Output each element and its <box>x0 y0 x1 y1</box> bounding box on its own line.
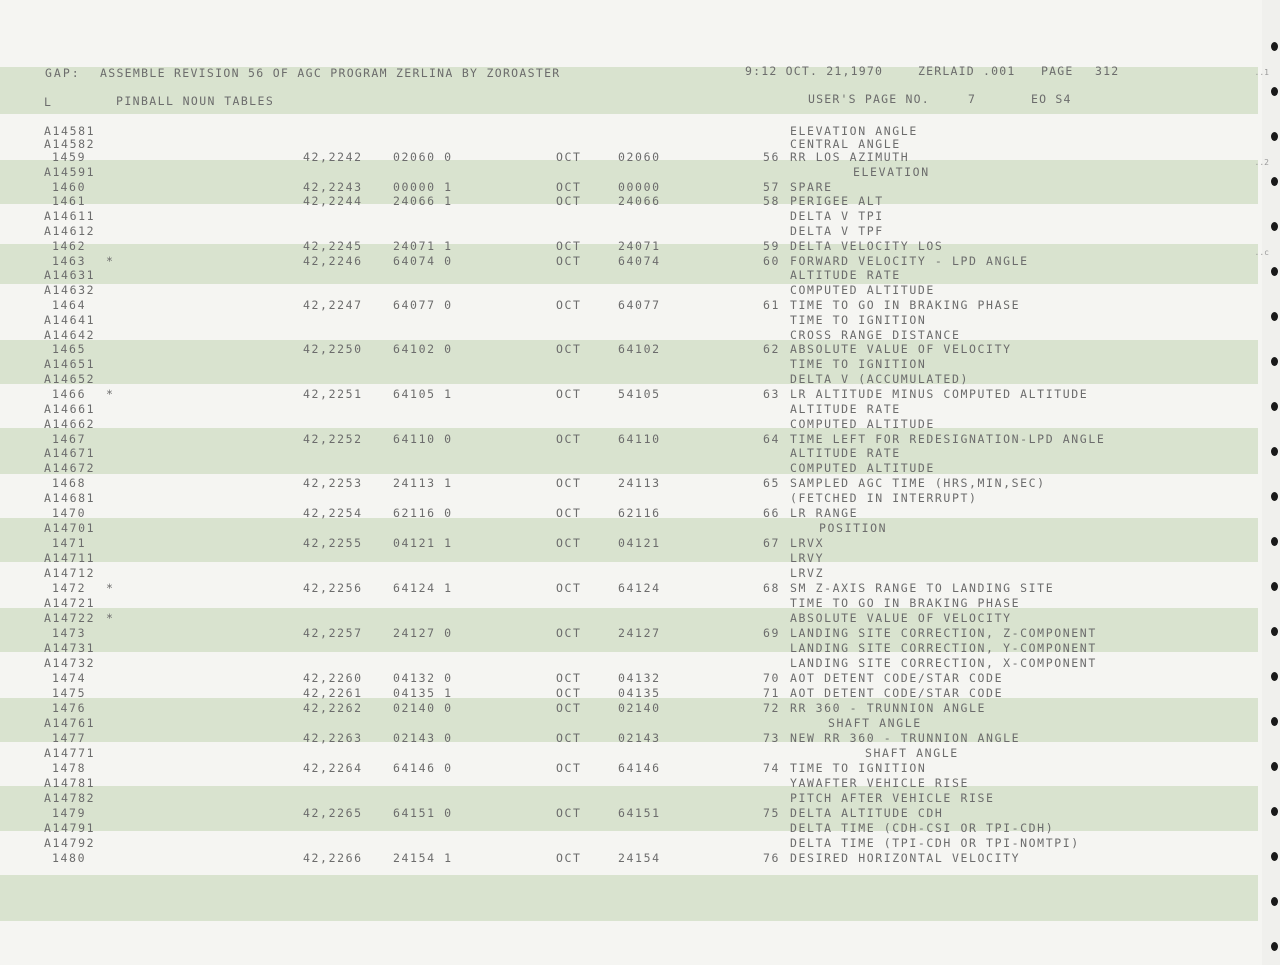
oct-operand: 24113 <box>618 476 661 490</box>
noun-number: 60 <box>763 254 781 268</box>
octal-word: 24066 1 <box>393 194 453 208</box>
bank-address: 42,2255 <box>303 536 363 550</box>
change-star: * <box>106 611 115 625</box>
oct-operand: 00000 <box>618 180 661 194</box>
oct-mnemonic: OCT <box>556 686 582 700</box>
bank-address: 42,2256 <box>303 581 363 595</box>
bank-address: 42,2252 <box>303 432 363 446</box>
octal-word: 62116 0 <box>393 506 453 520</box>
octal-word: 02060 0 <box>393 150 453 164</box>
oct-mnemonic: OCT <box>556 150 582 164</box>
noun-description: TIME LEFT FOR REDESIGNATION-LPD ANGLE <box>790 432 1106 446</box>
noun-number: 68 <box>763 581 781 595</box>
page-label: PAGE <box>1041 64 1074 78</box>
line-label: A14671 <box>44 446 96 460</box>
noun-description: YAWAFTER VEHICLE RISE <box>790 776 969 790</box>
noun-description: SPARE <box>790 180 833 194</box>
line-label: A14641 <box>44 313 96 327</box>
noun-description: NEW RR 360 - TRUNNION ANGLE <box>790 731 1021 745</box>
noun-description: AOT DETENT CODE/STAR CODE <box>790 686 1004 700</box>
oct-mnemonic: OCT <box>556 731 582 745</box>
bank-address: 42,2251 <box>303 387 363 401</box>
oct-mnemonic: OCT <box>556 581 582 595</box>
noun-number: 57 <box>763 180 781 194</box>
noun-description: FORWARD VELOCITY - LPD ANGLE <box>790 254 1029 268</box>
noun-number: 73 <box>763 731 781 745</box>
oct-operand: 02060 <box>618 150 661 164</box>
bank-address: 42,2257 <box>303 626 363 640</box>
noun-description: LR ALTITUDE MINUS COMPUTED ALTITUDE <box>790 387 1089 401</box>
noun-description: DELTA V (ACCUMULATED) <box>790 372 969 386</box>
line-label: 1467 <box>52 432 87 446</box>
tractor-feed-margin <box>1262 0 1280 965</box>
bank-address: 42,2261 <box>303 686 363 700</box>
octal-word: 00000 1 <box>393 180 453 194</box>
line-label: A14632 <box>44 283 96 297</box>
oct-mnemonic: OCT <box>556 239 582 253</box>
noun-description: ABSOLUTE VALUE OF VELOCITY <box>790 611 1012 625</box>
noun-description: PERIGEE ALT <box>790 194 884 208</box>
line-label: 1463 <box>52 254 87 268</box>
line-label: 1461 <box>52 194 87 208</box>
oct-mnemonic: OCT <box>556 432 582 446</box>
noun-description: TIME TO IGNITION <box>790 313 927 327</box>
oct-operand: 04132 <box>618 671 661 685</box>
bank-address: 42,2242 <box>303 150 363 164</box>
noun-number: 56 <box>763 150 781 164</box>
margin-mark: ..c <box>1254 248 1269 257</box>
noun-description: ALTITUDE RATE <box>790 402 901 416</box>
line-label: 1475 <box>52 686 87 700</box>
oct-operand: 04135 <box>618 686 661 700</box>
oct-operand: 04121 <box>618 536 661 550</box>
page-number: 312 <box>1095 64 1120 78</box>
noun-description: ABSOLUTE VALUE OF VELOCITY <box>790 342 1012 356</box>
section-title: PINBALL NOUN TABLES <box>116 94 275 108</box>
oct-mnemonic: OCT <box>556 851 582 865</box>
line-label: A14651 <box>44 357 96 371</box>
oct-operand: 64077 <box>618 298 661 312</box>
listing-id: ZERLAID .001 <box>918 64 1016 78</box>
noun-description: ELEVATION <box>853 165 930 179</box>
line-label: A14611 <box>44 209 96 223</box>
noun-number: 67 <box>763 536 781 550</box>
line-label: A14791 <box>44 821 96 835</box>
noun-description: SAMPLED AGC TIME (HRS,MIN,SEC) <box>790 476 1046 490</box>
noun-number: 58 <box>763 194 781 208</box>
line-label: A14642 <box>44 328 96 342</box>
margin-mark: ..1 <box>1254 68 1269 77</box>
line-label: A14711 <box>44 551 96 565</box>
print-time: 9:12 OCT. 21,1970 <box>745 64 884 78</box>
oct-mnemonic: OCT <box>556 298 582 312</box>
oct-mnemonic: OCT <box>556 671 582 685</box>
noun-number: 72 <box>763 701 781 715</box>
noun-description: LRVY <box>790 551 825 565</box>
noun-description: CROSS RANGE DISTANCE <box>790 328 961 342</box>
line-label: A14631 <box>44 268 96 282</box>
eo-code: EO S4 <box>1031 92 1072 106</box>
noun-description: LRVZ <box>790 566 825 580</box>
change-star: * <box>106 254 115 268</box>
margin-mark: ..2 <box>1254 158 1269 167</box>
bank-address: 42,2260 <box>303 671 363 685</box>
noun-number: 74 <box>763 761 781 775</box>
tractor-hole <box>1271 177 1278 186</box>
bank-address: 42,2263 <box>303 731 363 745</box>
bank-address: 42,2250 <box>303 342 363 356</box>
noun-description: DELTA VELOCITY LOS <box>790 239 944 253</box>
line-label: 1473 <box>52 626 87 640</box>
noun-description: TIME TO GO IN BRAKING PHASE <box>790 298 1021 312</box>
line-label: A14661 <box>44 402 96 416</box>
noun-number: 71 <box>763 686 781 700</box>
oct-mnemonic: OCT <box>556 536 582 550</box>
bank-address: 42,2245 <box>303 239 363 253</box>
oct-operand: 64102 <box>618 342 661 356</box>
oct-operand: 02143 <box>618 731 661 745</box>
line-label: A14792 <box>44 836 96 850</box>
noun-description: DESIRED HORIZONTAL VELOCITY <box>790 851 1021 865</box>
line-label: A14782 <box>44 791 96 805</box>
noun-description: COMPUTED ALTITUDE <box>790 417 935 431</box>
noun-description: DELTA TIME (CDH-CSI OR TPI-CDH) <box>790 821 1055 835</box>
noun-description: LR RANGE <box>790 506 859 520</box>
noun-description: PITCH AFTER VEHICLE RISE <box>790 791 995 805</box>
noun-number: 75 <box>763 806 781 820</box>
bank-address: 42,2244 <box>303 194 363 208</box>
oct-mnemonic: OCT <box>556 626 582 640</box>
oct-operand: 24071 <box>618 239 661 253</box>
octal-word: 64074 0 <box>393 254 453 268</box>
noun-number: 69 <box>763 626 781 640</box>
line-label: A14722 <box>44 611 96 625</box>
line-label: A14771 <box>44 746 96 760</box>
tractor-hole <box>1271 627 1278 636</box>
oct-operand: 54105 <box>618 387 661 401</box>
noun-number: 70 <box>763 671 781 685</box>
noun-number: 76 <box>763 851 781 865</box>
noun-description: TIME TO IGNITION <box>790 357 927 371</box>
line-label: 1472 <box>52 581 87 595</box>
noun-description: SHAFT ANGLE <box>828 716 922 730</box>
octal-word: 02140 0 <box>393 701 453 715</box>
tractor-hole <box>1271 222 1278 231</box>
tractor-hole <box>1271 492 1278 501</box>
oct-mnemonic: OCT <box>556 506 582 520</box>
change-star: * <box>106 387 115 401</box>
tractor-hole <box>1271 942 1278 951</box>
line-label: 1470 <box>52 506 87 520</box>
tractor-hole <box>1271 132 1278 141</box>
line-label: 1459 <box>52 150 87 164</box>
line-label: A14582 <box>44 137 96 151</box>
tractor-hole <box>1271 267 1278 276</box>
line-label: 1477 <box>52 731 87 745</box>
noun-description: LANDING SITE CORRECTION, Y-COMPONENT <box>790 641 1097 655</box>
bank-address: 42,2262 <box>303 701 363 715</box>
tractor-hole <box>1271 42 1278 51</box>
oct-mnemonic: OCT <box>556 806 582 820</box>
line-label: A14652 <box>44 372 96 386</box>
line-label: A14712 <box>44 566 96 580</box>
tractor-hole <box>1271 897 1278 906</box>
oct-mnemonic: OCT <box>556 342 582 356</box>
bank-address: 42,2246 <box>303 254 363 268</box>
oct-operand: 64146 <box>618 761 661 775</box>
oct-operand: 64074 <box>618 254 661 268</box>
octal-word: 64146 0 <box>393 761 453 775</box>
noun-number: 64 <box>763 432 781 446</box>
oct-operand: 02140 <box>618 701 661 715</box>
oct-mnemonic: OCT <box>556 701 582 715</box>
noun-number: 66 <box>763 506 781 520</box>
tractor-hole <box>1271 87 1278 96</box>
octal-word: 02143 0 <box>393 731 453 745</box>
octal-word: 64110 0 <box>393 432 453 446</box>
octal-word: 24071 1 <box>393 239 453 253</box>
users-page-label: USER'S PAGE NO. <box>808 92 930 106</box>
bank-address: 42,2266 <box>303 851 363 865</box>
line-label: A14781 <box>44 776 96 790</box>
oct-mnemonic: OCT <box>556 180 582 194</box>
bank-address: 42,2254 <box>303 506 363 520</box>
noun-description: LANDING SITE CORRECTION, Z-COMPONENT <box>790 626 1097 640</box>
oct-mnemonic: OCT <box>556 387 582 401</box>
bank-address: 42,2265 <box>303 806 363 820</box>
bank-address: 42,2253 <box>303 476 363 490</box>
line-label: 1466 <box>52 387 87 401</box>
change-star: * <box>106 581 115 595</box>
line-label: 1465 <box>52 342 87 356</box>
oct-mnemonic: OCT <box>556 254 582 268</box>
oct-operand: 24127 <box>618 626 661 640</box>
oct-operand: 62116 <box>618 506 661 520</box>
oct-mnemonic: OCT <box>556 476 582 490</box>
gap-label: GAP: <box>45 66 81 80</box>
noun-description: COMPUTED ALTITUDE <box>790 461 935 475</box>
line-label: 1474 <box>52 671 87 685</box>
line-label: A14681 <box>44 491 96 505</box>
octal-word: 24113 1 <box>393 476 453 490</box>
oct-operand: 24066 <box>618 194 661 208</box>
oct-operand: 64151 <box>618 806 661 820</box>
line-label: A14701 <box>44 521 96 535</box>
line-label: A14732 <box>44 656 96 670</box>
octal-word: 04121 1 <box>393 536 453 550</box>
bank-address: 42,2243 <box>303 180 363 194</box>
noun-description: ELEVATION ANGLE <box>790 124 918 138</box>
octal-word: 64124 1 <box>393 581 453 595</box>
tractor-hole <box>1271 357 1278 366</box>
octal-word: 24127 0 <box>393 626 453 640</box>
noun-description: AOT DETENT CODE/STAR CODE <box>790 671 1004 685</box>
octal-word: 04132 0 <box>393 671 453 685</box>
noun-description: DELTA TIME (TPI-CDH OR TPI-NOMTPI) <box>790 836 1080 850</box>
noun-number: 62 <box>763 342 781 356</box>
noun-description: LANDING SITE CORRECTION, X-COMPONENT <box>790 656 1097 670</box>
noun-description: POSITION <box>819 521 888 535</box>
noun-description: TIME TO IGNITION <box>790 761 927 775</box>
tractor-hole <box>1271 852 1278 861</box>
bank-address: 42,2264 <box>303 761 363 775</box>
line-label: A14672 <box>44 461 96 475</box>
line-label: 1480 <box>52 851 87 865</box>
octal-word: 64102 0 <box>393 342 453 356</box>
line-label: A14591 <box>44 165 96 179</box>
octal-word: 64105 1 <box>393 387 453 401</box>
noun-description: (FETCHED IN INTERRUPT) <box>790 491 978 505</box>
tractor-hole <box>1271 312 1278 321</box>
noun-description: TIME TO GO IN BRAKING PHASE <box>790 596 1021 610</box>
line-label: 1479 <box>52 806 87 820</box>
noun-number: 61 <box>763 298 781 312</box>
tractor-hole <box>1271 402 1278 411</box>
oct-mnemonic: OCT <box>556 761 582 775</box>
line-label: A14612 <box>44 224 96 238</box>
oct-operand: 24154 <box>618 851 661 865</box>
noun-description: LRVX <box>790 536 825 550</box>
noun-description: COMPUTED ALTITUDE <box>790 283 935 297</box>
octal-word: 04135 1 <box>393 686 453 700</box>
tractor-hole <box>1271 717 1278 726</box>
line-label: 1462 <box>52 239 87 253</box>
line-label: A14721 <box>44 596 96 610</box>
assembly-title: ASSEMBLE REVISION 56 OF AGC PROGRAM ZERLINA BY ZOROASTER <box>100 66 561 80</box>
noun-description: RR LOS AZIMUTH <box>790 150 910 164</box>
line-label: 1460 <box>52 180 87 194</box>
noun-number: 63 <box>763 387 781 401</box>
tractor-hole <box>1271 672 1278 681</box>
tractor-hole <box>1271 537 1278 546</box>
noun-description: DELTA V TPF <box>790 224 884 238</box>
octal-word: 64077 0 <box>393 298 453 312</box>
line-label: A14581 <box>44 124 96 138</box>
oct-mnemonic: OCT <box>556 194 582 208</box>
line-label: 1471 <box>52 536 87 550</box>
octal-word: 24154 1 <box>393 851 453 865</box>
line-label: 1478 <box>52 761 87 775</box>
line-label: A14761 <box>44 716 96 730</box>
l-label: L <box>44 95 53 109</box>
users-page-number: 7 <box>968 92 977 106</box>
line-label: 1464 <box>52 298 87 312</box>
tractor-hole <box>1271 447 1278 456</box>
noun-description: RR 360 - TRUNNION ANGLE <box>790 701 987 715</box>
line-label: 1476 <box>52 701 87 715</box>
oct-operand: 64110 <box>618 432 661 446</box>
noun-description: SM Z-AXIS RANGE TO LANDING SITE <box>790 581 1055 595</box>
octal-word: 64151 0 <box>393 806 453 820</box>
noun-description: ALTITUDE RATE <box>790 268 901 282</box>
oct-operand: 64124 <box>618 581 661 595</box>
noun-description: ALTITUDE RATE <box>790 446 901 460</box>
greenbar-band <box>0 875 1258 921</box>
noun-number: 65 <box>763 476 781 490</box>
line-label: A14731 <box>44 641 96 655</box>
tractor-hole <box>1271 807 1278 816</box>
noun-number: 59 <box>763 239 781 253</box>
noun-description: SHAFT ANGLE <box>865 746 959 760</box>
tractor-hole <box>1271 582 1278 591</box>
bank-address: 42,2247 <box>303 298 363 312</box>
noun-description: CENTRAL ANGLE <box>790 137 901 151</box>
noun-description: DELTA ALTITUDE CDH <box>790 806 944 820</box>
line-label: A14662 <box>44 417 96 431</box>
line-label: 1468 <box>52 476 87 490</box>
tractor-hole <box>1271 762 1278 771</box>
noun-description: DELTA V TPI <box>790 209 884 223</box>
